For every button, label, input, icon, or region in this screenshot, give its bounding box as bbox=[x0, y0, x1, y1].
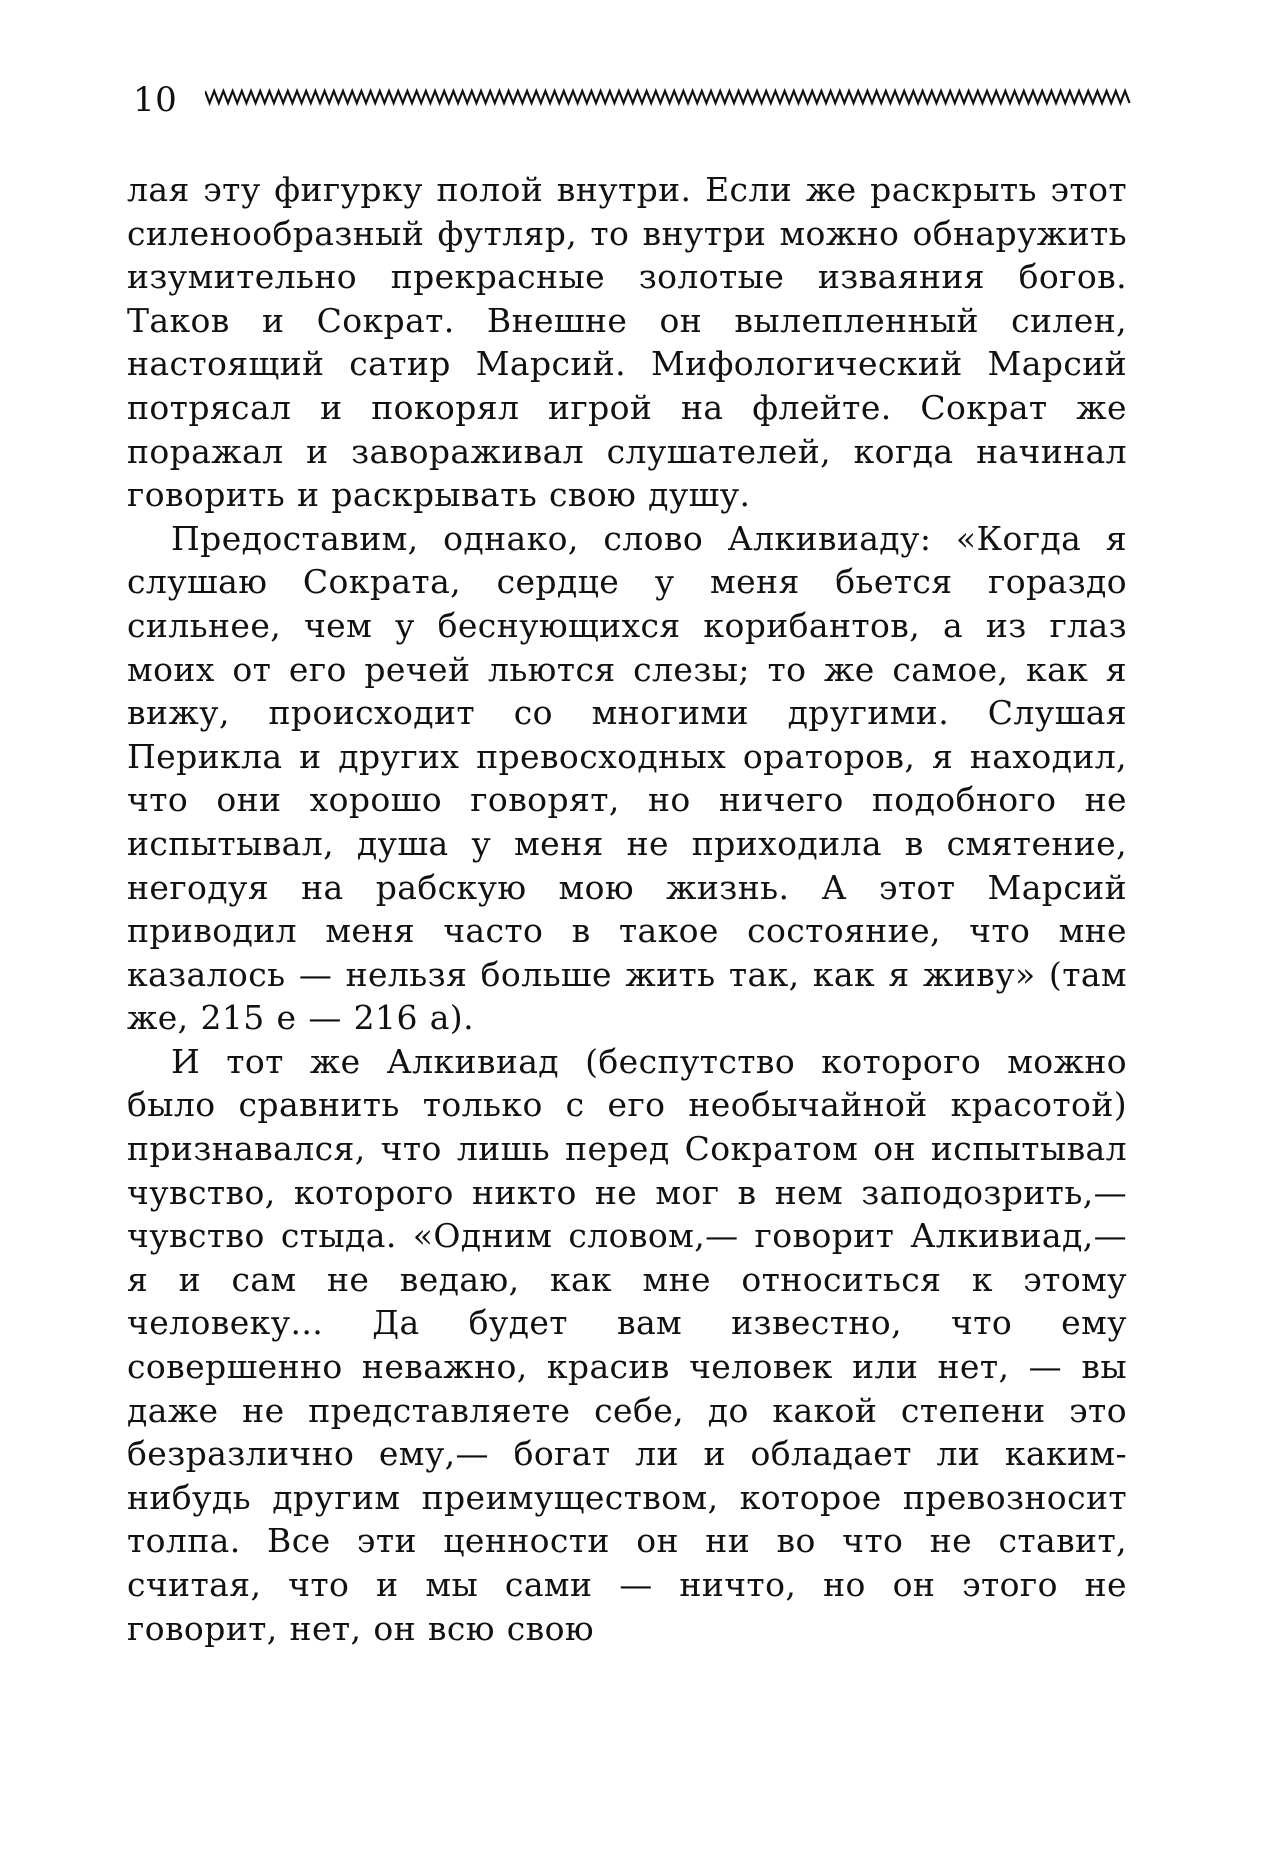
body-text bbox=[127, 168, 1127, 1650]
page-number: 10 bbox=[133, 80, 178, 120]
zigzag-rule-icon bbox=[205, 88, 1131, 106]
paragraph: лая эту фигурку полой внутри. Если же раскрыть этот силенообразный футляр, то внутри можно обнаружить изумительно прекрасные золотые изваяния богов. Таков и Сократ. Внешне он вылепленный силен, настоящий сатир Марсий. Мифологический Марсий потрясал и покорял игрой на флейте. Сократ же поражал и завораживал слушателей, когда начинал говорить и раскрывать свою душу. bbox=[127, 170, 1127, 515]
paragraph: И тот же Алкивиад (беспутство которого можно было сравнить только с его необычайной красотой) признавался, что лишь перед Сократом он испытывал чувство, которого никто не мог в нем заподозрить,— чувство стыда. «Одним словом,— говорит Алкивиад,— я и сам не ведаю, как мне относиться к этому человеку... Да будет вам известно, что ему совершенно неважно, красив человек или нет, — вы даже не представляете себе, до какой степени это безразлично ему,— богат ли и обладает ли каким-нибудь другим преимуществом, которое превозносит толпа. Все эти ценности он ни во что не ставит, считая, что и мы сами — ничто, но он этого не говорит, нет, он всю свою bbox=[127, 1041, 1127, 1648]
running-header bbox=[131, 78, 1131, 126]
paragraph: Предоставим, однако, слово Алкивиаду: «Когда я слушаю Сократа, сердце у меня бьется гораздо сильнее, чем у беснующихся корибантов, а из глаз моих от его речей льются слезы; то же самое, как я вижу, происходит со многими другими. Слушая Перикла и других превосходных ораторов, я находил, что они хорошо говорят, но ничего подобного не испытывал, душа у меня не приходила в смятение, негодуя на рабскую мою жизнь. А этот Марсий приводил меня часто в такое состояние, что мне казалось — нельзя больше жить так, как я живу» (там же, 215 е — 216 а). bbox=[127, 518, 1127, 1038]
